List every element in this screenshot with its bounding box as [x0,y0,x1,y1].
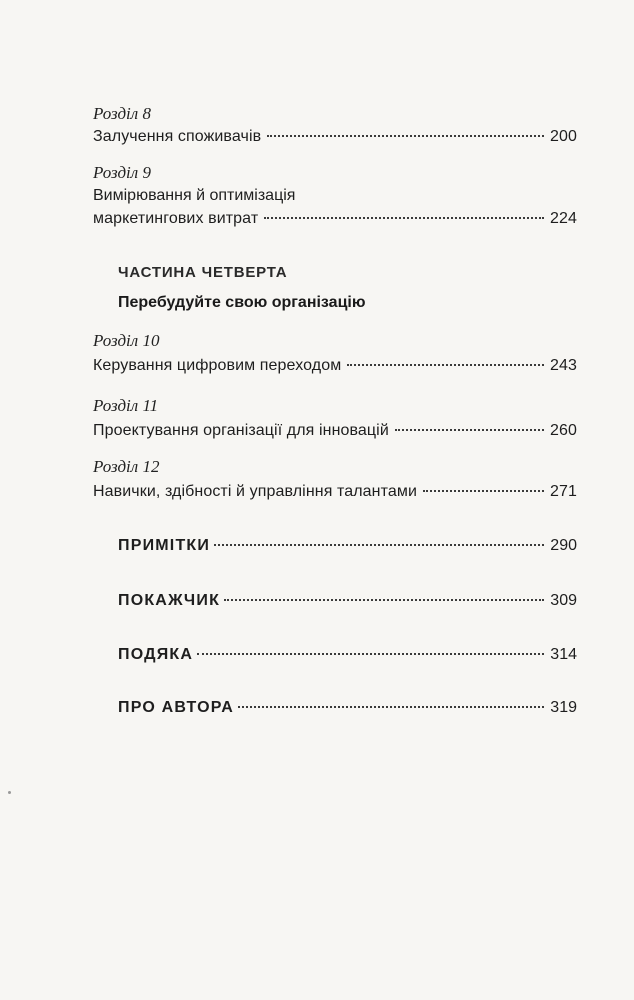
chapter-label-11: Розділ 11 [93,396,159,415]
toc-page-number: 314 [550,646,577,663]
dot-leader [238,706,544,708]
toc-entry-about-author[interactable] [118,698,577,718]
dot-leader [395,429,544,431]
toc-page-number: 290 [550,537,577,554]
toc-section-title: ПОКАЖЧИК [118,592,221,609]
toc-entry-chapter-8[interactable] [93,127,577,147]
chapter-label-8: Розділ 8 [93,104,151,123]
toc-page-number: 200 [550,128,577,145]
dot-leader [224,599,544,601]
paper-speck [8,791,11,794]
part-label: ЧАСТИНА ЧЕТВЕРТА [118,264,288,281]
toc-entry-notes[interactable] [118,536,577,556]
toc-page-number: 243 [550,357,577,374]
toc-entry-title: Керування цифровим переходом [93,357,342,374]
toc-entry-title-line-1: Вимірювання й оптимізація [93,187,296,204]
dot-leader [423,490,544,492]
toc-page-number: 260 [550,422,577,439]
chapter-label-10: Розділ 10 [93,331,160,350]
toc-entry-index[interactable] [118,591,577,611]
toc-entry-chapter-10[interactable] [93,356,577,376]
toc-page-number: 271 [550,483,577,500]
toc-page-number: 224 [550,210,577,227]
dot-leader [214,544,544,546]
dot-leader [197,653,544,655]
toc-page-number: 319 [550,699,577,716]
toc-entry-title: Навички, здібності й управління талантами [93,483,418,500]
dot-leader [347,364,544,366]
toc-entry-chapter-12[interactable] [93,482,577,502]
toc-section-title: ПРИМІТКИ [118,537,211,554]
toc-entry-title: Проектування організації для інновацій [93,422,389,439]
chapter-label-12: Розділ 12 [93,457,160,476]
toc-entry-title: Залучення споживачів [93,128,262,145]
toc-entry-chapter-11[interactable] [93,421,577,441]
dot-leader [267,135,544,137]
toc-section-title: ПОДЯКА [118,646,194,663]
toc-entry-chapter-9[interactable] [93,209,577,229]
toc-section-title: ПРО АВТОРА [118,699,234,716]
toc-entry-acknowledgements[interactable] [118,645,577,665]
toc-page-number: 309 [550,592,577,609]
dot-leader [264,217,544,219]
chapter-label-9: Розділ 9 [93,163,151,182]
part-title: Перебудуйте свою організацію [118,294,366,311]
toc-entry-title: маркетингових витрат [93,210,259,227]
